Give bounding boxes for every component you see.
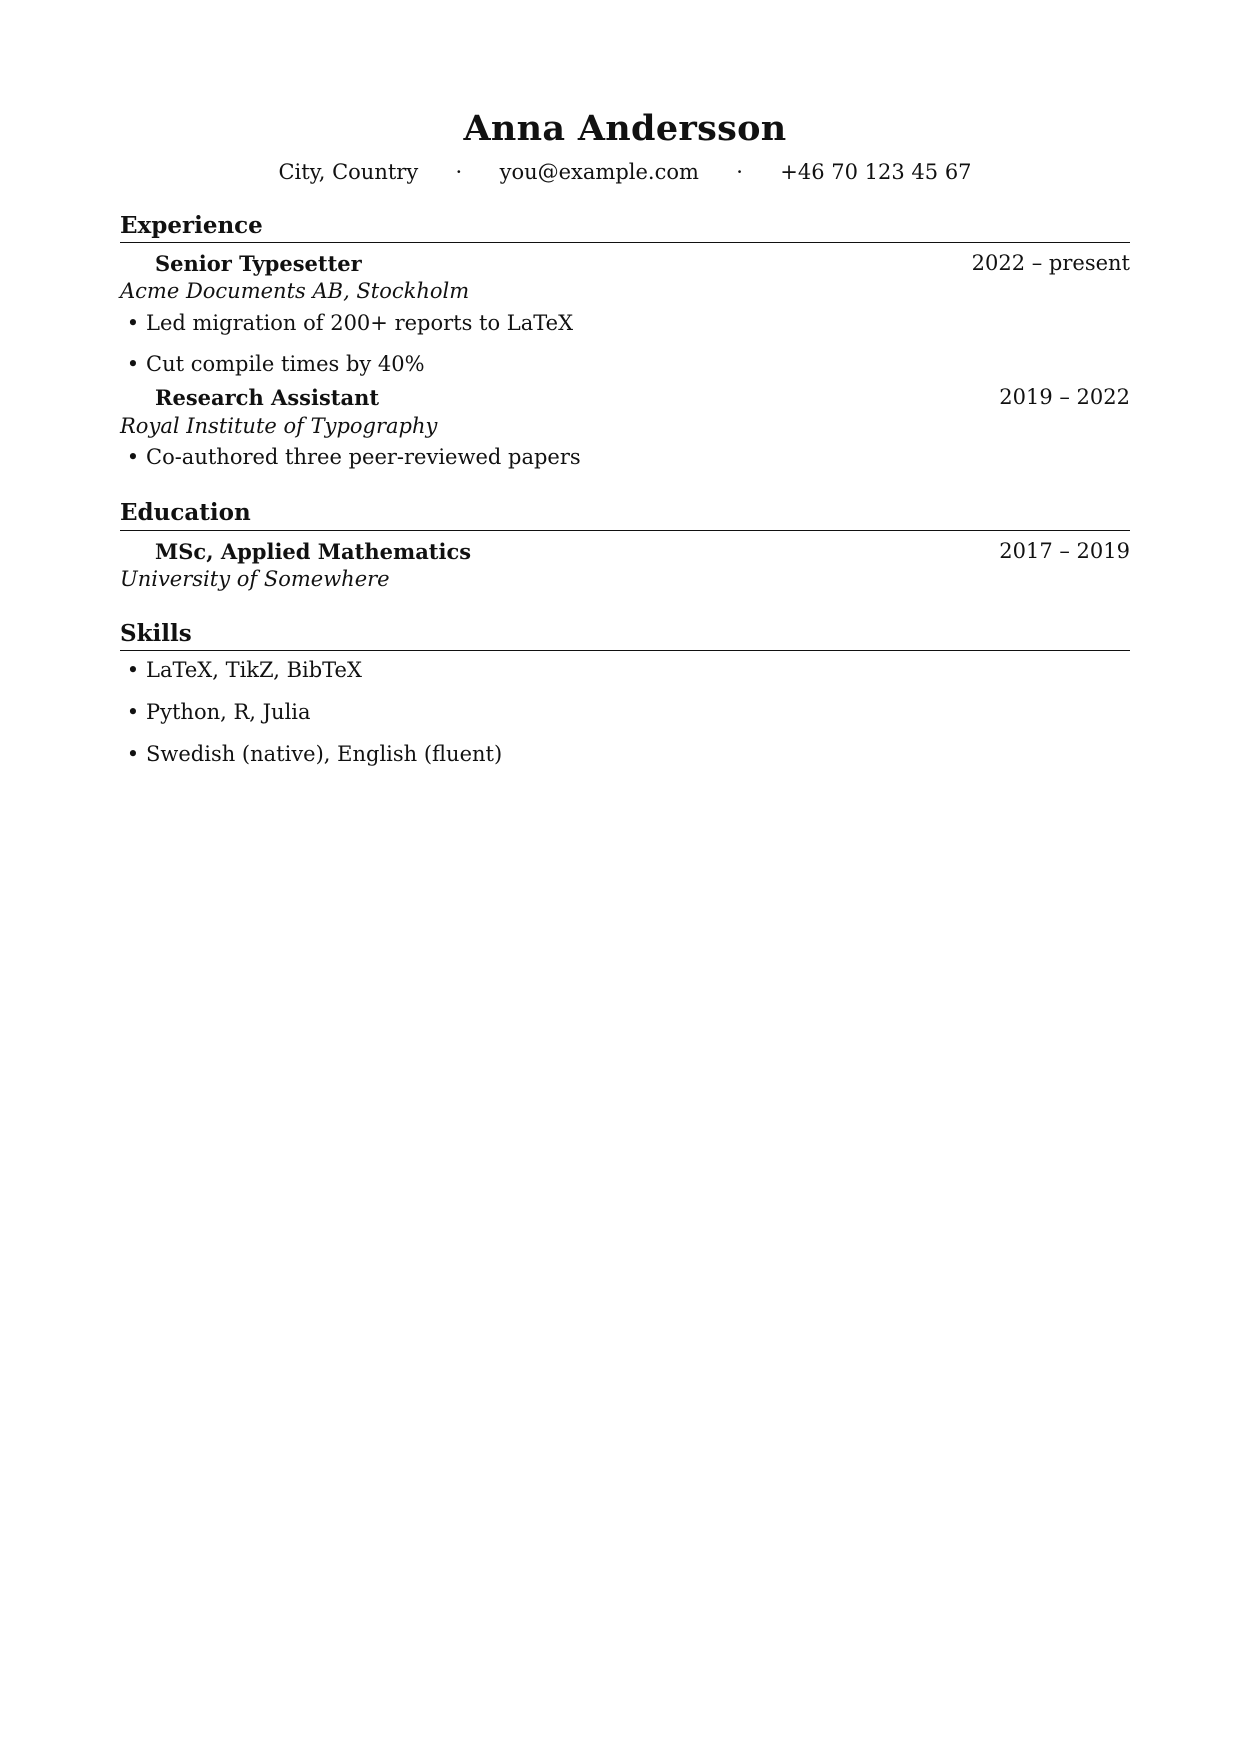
- section-rule: [120, 242, 1130, 243]
- entry-title: Research Assistant: [155, 385, 380, 410]
- bullet-item: [120, 742, 502, 766]
- bullet-icon: •: [126, 658, 140, 682]
- entry-title: MSc, Applied Mathematics: [155, 539, 472, 564]
- bullet-text: Co-authored three peer-reviewed papers: [146, 445, 581, 469]
- bullet-icon: •: [126, 742, 140, 766]
- entry-date: 2017 – 2019: [999, 539, 1130, 563]
- bullet-item: [120, 311, 573, 335]
- bullet-text: Led migration of 200+ reports to LaTeX: [146, 311, 574, 335]
- bullet-icon: •: [126, 700, 140, 724]
- contact-email: you@example.com: [499, 160, 699, 184]
- entry-organization: Acme Documents AB, Stockholm: [120, 279, 470, 303]
- contact-separator: ·: [736, 160, 743, 184]
- bullet-icon: •: [126, 311, 140, 335]
- section-title-skills: Skills: [120, 620, 192, 647]
- contact-line: [120, 160, 1130, 184]
- bullet-item: [120, 352, 425, 376]
- contact-location: City, Country: [278, 160, 419, 184]
- contact-separator: ·: [455, 160, 463, 184]
- bullet-item: [120, 658, 362, 682]
- entry-title: Senior Typesetter: [155, 251, 362, 276]
- section-title-education: Education: [120, 499, 251, 526]
- person-name: Anna Andersson: [463, 108, 787, 149]
- entry-date: 2022 – present: [971, 251, 1130, 275]
- section-rule: [120, 530, 1130, 531]
- bullet-text: Swedish (native), English (fluent): [146, 742, 503, 766]
- section-title-experience: Experience: [120, 212, 263, 239]
- entry-organization: University of Somewhere: [120, 567, 390, 591]
- contact-phone: +46 70 123 45 67: [780, 160, 972, 184]
- bullet-text: Python, R, Julia: [146, 700, 311, 724]
- bullet-item: [120, 700, 311, 724]
- entry-date: 2019 – 2022: [999, 385, 1130, 409]
- bullet-text: LaTeX, TikZ, BibTeX: [146, 658, 362, 682]
- section-rule: [120, 650, 1130, 651]
- bullet-icon: •: [126, 352, 140, 376]
- bullet-text: Cut compile times by 40%: [146, 352, 425, 376]
- entry-organization: Royal Institute of Typography: [120, 414, 438, 438]
- bullet-icon: •: [126, 445, 140, 469]
- bullet-item: [120, 445, 581, 469]
